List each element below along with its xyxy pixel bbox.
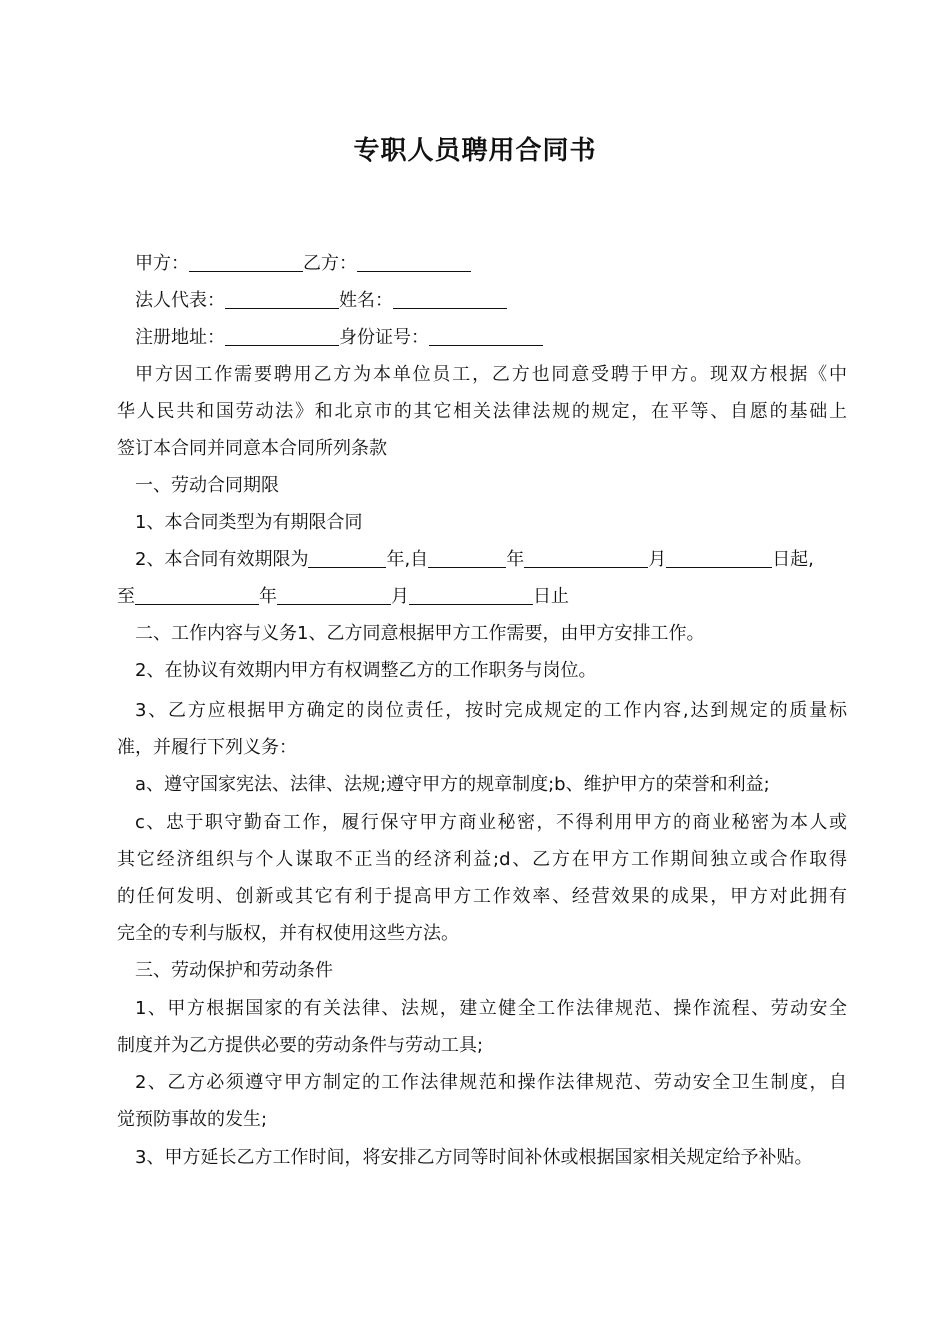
month-label: 月 (648, 549, 667, 570)
section-heading: 一、劳动合同期限 (135, 475, 279, 496)
legal-rep-label: 法人代表： (135, 290, 225, 311)
years-blank (308, 546, 386, 568)
term-period-line (135, 541, 847, 578)
party-b-blank (357, 250, 471, 272)
to-label: 至 (117, 586, 135, 607)
id-number-label: 身份证号： (339, 327, 429, 348)
reg-address-label: 注册地址： (135, 327, 225, 348)
address-line (135, 319, 847, 356)
party-a-blank (189, 250, 303, 272)
clause-line: 1、本合同类型为有期限合同 (135, 512, 363, 533)
month2-label: 月 (391, 586, 409, 607)
legal-rep-blank (225, 287, 339, 309)
section-heading: 三、劳动保护和劳动条件 (135, 960, 333, 981)
term-prefix: 2、本合同有效期限为 (135, 549, 309, 570)
clause-line: 1、甲方根据国家的有关法律、法规，建立健全工作法律规范、操作流程、劳动安全 (135, 998, 847, 1019)
party-a-label: 甲方： (135, 253, 189, 274)
clause-line: 完全的专利与版权，并有权使用这些方法。 (117, 923, 459, 944)
clause-line: 3、甲方延长乙方工作时间，将安排乙方同等时间补休或根据国家相关规定给予补贴。 (135, 1147, 813, 1168)
document-title: 专职人员聘用合同书 (353, 136, 597, 166)
clause-line: 觉预防事故的发生; (117, 1109, 268, 1130)
end-month-blank (277, 583, 391, 605)
end-year-blank (135, 583, 259, 605)
section-heading: 二、工作内容与义务1、乙方同意根据甲方工作需要，由甲方安排工作。 (135, 623, 705, 644)
day-end-label: 日止 (533, 586, 569, 607)
clause-line: 准，并履行下列义务： (117, 737, 297, 758)
year-label: 年 (506, 549, 525, 570)
term-end-line (117, 578, 847, 615)
year2-label: 年 (259, 586, 277, 607)
start-year-blank (428, 546, 506, 568)
clause-line: 制度并为乙方提供必要的劳动条件与劳动工具; (117, 1035, 484, 1056)
clause-line: c、忠于职守勤奋工作，履行保守甲方商业秘密，不得利用甲方的商业秘密为本人或 (135, 812, 847, 833)
name-blank (393, 287, 507, 309)
clause-line: 2、乙方必须遵守甲方制定的工作法律规范和操作法律规范、劳动安全卫生制度，自 (135, 1072, 847, 1093)
legal-rep-line (135, 282, 847, 319)
day-start-label: 日起, (772, 549, 814, 570)
intro-line: 华人民共和国劳动法》和北京市的其它相关法律法规的规定，在平等、自愿的基础上 (117, 401, 847, 422)
clause-line: 3、乙方应根据甲方确定的岗位责任，按时完成规定的工作内容,达到规定的质量标 (135, 700, 847, 721)
party-b-label: 乙方： (303, 253, 357, 274)
intro-line: 甲方因工作需要聘用乙方为本单位员工，乙方也同意受聘于甲方。现双方根据《中 (135, 364, 847, 385)
year-from-label: 年,自 (386, 549, 429, 570)
reg-address-blank (225, 324, 339, 346)
clause-line: a、遵守国家宪法、法律、法规;遵守甲方的规章制度;b、维护甲方的荣誉和利益; (135, 774, 770, 795)
name-label: 姓名： (339, 290, 393, 311)
start-day-blank (666, 546, 772, 568)
intro-line: 签订本合同并同意本合同所列条款 (117, 438, 387, 459)
id-number-blank (429, 324, 543, 346)
clause-line: 的任何发明、创新或其它有利于提高甲方工作效率、经营效果的成果，甲方对此拥有 (117, 886, 847, 907)
start-month-blank (524, 546, 648, 568)
end-day-blank (409, 583, 533, 605)
clause-line: 2、在协议有效期内甲方有权调整乙方的工作职务与岗位。 (135, 660, 597, 681)
party-line (135, 245, 847, 282)
clause-line: 其它经济组织与个人谋取不正当的经济利益;d、乙方在甲方工作期间独立或合作取得 (117, 849, 847, 870)
